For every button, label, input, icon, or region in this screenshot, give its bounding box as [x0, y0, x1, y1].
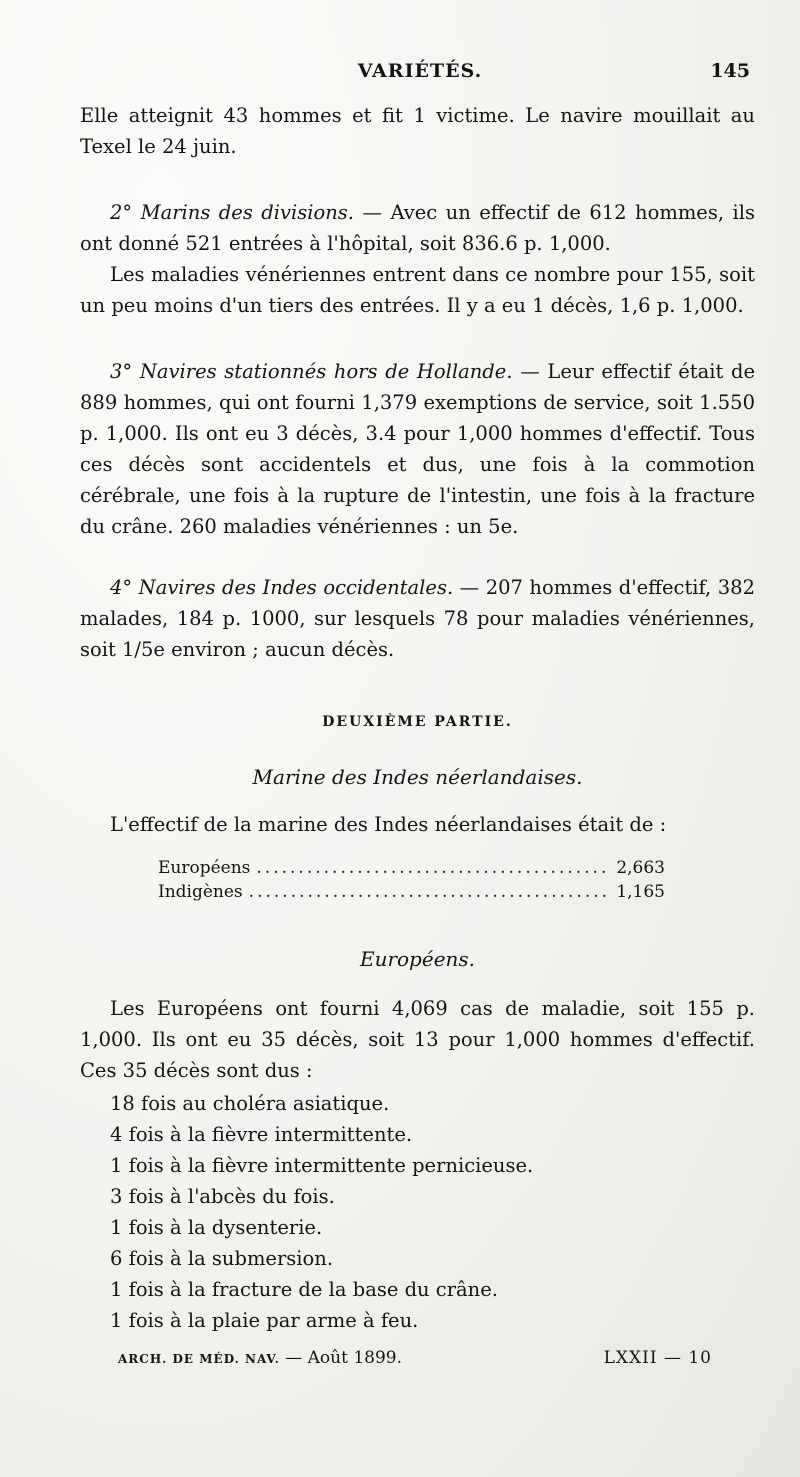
cause-item: 1 fois à la fièvre intermittente pernicieuse. — [110, 1154, 534, 1177]
effectif-value: 1,165 — [616, 882, 665, 902]
effectif-row-europeens — [158, 856, 665, 880]
leader-dots — [256, 856, 610, 880]
cause-item: 4 fois à la fièvre intermittente. — [110, 1123, 413, 1146]
cause-item: 18 fois au choléra asiatique. — [110, 1092, 390, 1115]
cause-item: 1 fois à la dysenterie. — [110, 1216, 323, 1239]
part-subheading: Marine des Indes néerlandaises. — [252, 765, 583, 789]
signature-mark: LXXII — 10 — [603, 1348, 712, 1368]
paragraph-maladies-veneriennes: Les maladies vénériennes entrent dans ce nombre pour 155, soit un peu moins d'un tiers des entrées. Il y a eu 1 décès, 1,6 p. 1,000. — [80, 263, 755, 317]
paragraph-marins-divisions-text: — Avec un effectif de 612 hommes, ils ont donné 521 entrées à l'hôpital, soit 836.6 p. 1,000. — [80, 201, 755, 255]
cause-item: 6 fois à la submersion. — [110, 1247, 334, 1270]
footer-citation — [118, 1348, 402, 1368]
section-label-marins-divisions: 2° Marins des divisions. — [110, 201, 355, 224]
running-title: VARIÉTÉS. — [357, 60, 483, 82]
paragraph-indes-occidentales — [80, 572, 755, 665]
page-footer — [118, 1348, 750, 1378]
causes-list — [80, 1088, 755, 1336]
body-text — [80, 100, 755, 1336]
paragraph-texel: Elle atteignit 43 hommes et fit 1 victime. Le navire mouillait au Texel le 24 juin. — [80, 104, 755, 158]
part-heading: DEUXIÈME PARTIE. — [322, 714, 513, 730]
section-label-indes-occidentales: 4° Navires des Indes occidentales. — [110, 576, 454, 599]
effectif-value: 2,663 — [616, 858, 665, 878]
effectif-intro: L'effectif de la marine des Indes néerlandaises était de : — [110, 813, 667, 836]
cause-item: 1 fois à la fracture de la base du crâne. — [110, 1278, 498, 1301]
effectif-label: Européens — [158, 858, 251, 878]
cause-item: 3 fois à l'abcès du fois. — [110, 1185, 335, 1208]
paragraph-navires-stationnes — [80, 356, 755, 542]
journal-name: ARCH. DE MÉD. NAV. — [118, 1352, 280, 1366]
page-header — [80, 60, 760, 90]
effectif-row-indigenes — [158, 880, 665, 904]
paragraph-europeens: Les Européens ont fourni 4,069 cas de maladie, soit 155 p. 1,000. Ils ont eu 35 décès, soit 13 pour 1,000 hommes d'effectif. Ces 35 décès sont dus : — [80, 997, 755, 1082]
effectif-label: Indigènes — [158, 882, 243, 902]
leader-dots — [249, 880, 611, 904]
effectif-table — [80, 856, 755, 904]
section-label-navires-stationnes: 3° Navires stationnés hors de Hollande. — [110, 360, 513, 383]
issue-date: — Août 1899. — [279, 1348, 402, 1368]
section-title-europeens: Européens. — [359, 947, 476, 971]
cause-item: 1 fois à la plaie par arme à feu. — [110, 1309, 419, 1332]
paragraph-marins-divisions — [80, 197, 755, 259]
paragraph-navires-stationnes-text: — Leur effectif était de 889 hommes, qui ont fourni 1,379 exemptions de service, soit 1.550 p. 1,000. Ils ont eu 3 décès, 3.4 pour 1,000 hommes d'effectif. Tous ces décès sont accidentels et dus, une fois à la commotion cérébrale, une fois à la rupture de l'intestin, une fois à la fracture du crâne. 260 maladies vénériennes : un 5e. — [80, 360, 755, 538]
page-number: 145 — [710, 60, 750, 82]
paragraph-indes-occidentales-text: — 207 hommes d'effectif, 382 malades, 184 p. 1000, sur lesquels 78 pour maladies vénériennes, soit 1/5e environ ; aucun décès. — [80, 576, 755, 661]
